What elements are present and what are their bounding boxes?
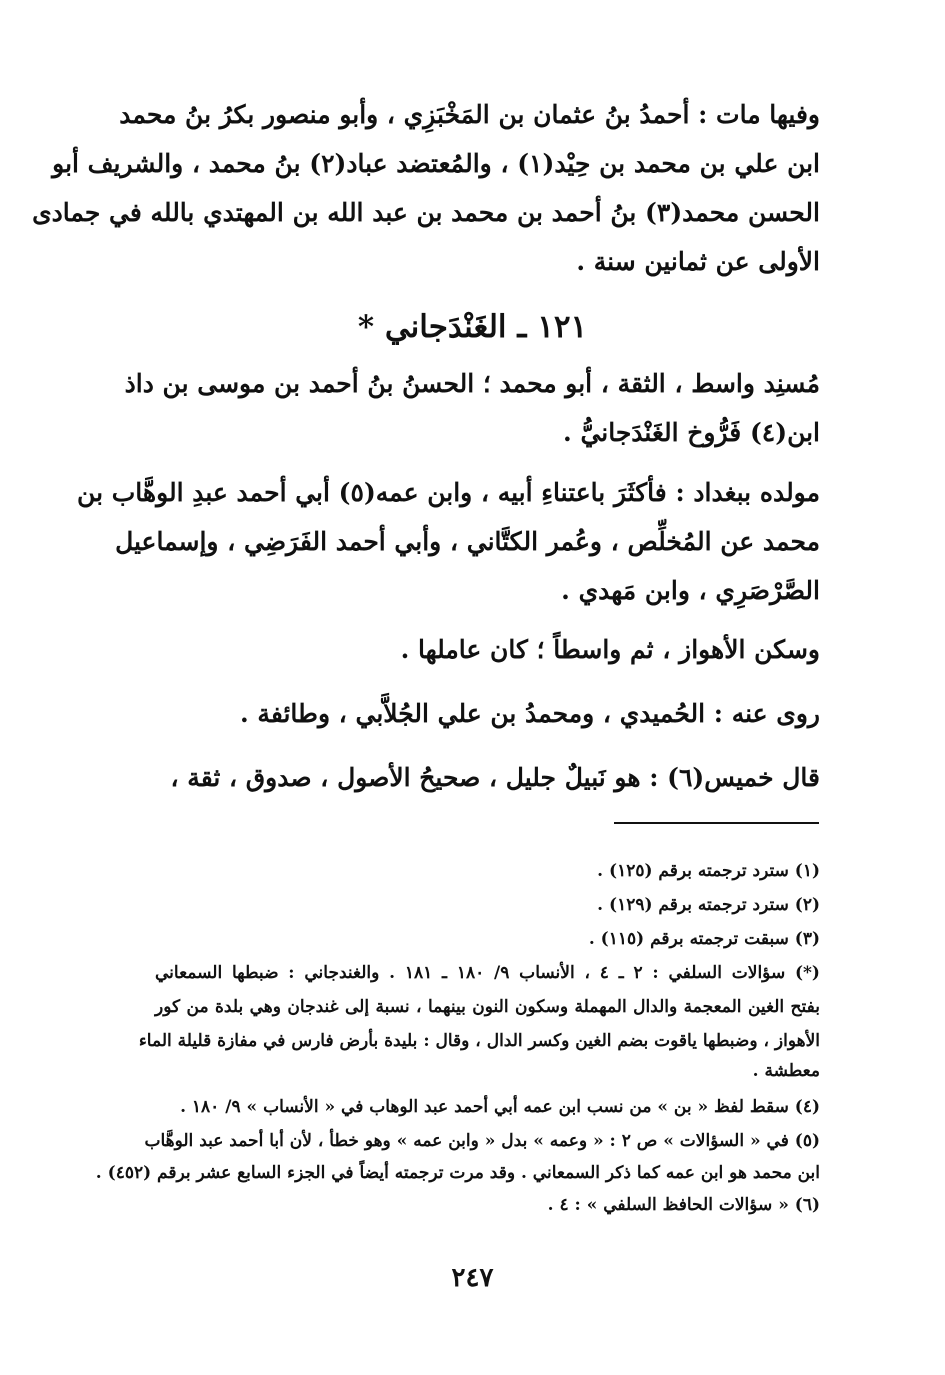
- footnote-separator: [614, 822, 819, 824]
- footnote-star-line1: (*) سؤالات السلفي : ٢ ـ ٤ ، الأنساب ٩/ ١٨٠ ـ ١٨١ . والغندجاني : ضبطها السمعاني: [155, 963, 820, 983]
- paragraph2-line1: مُسنِد واسط ، الثقة ، أبو محمد ؛ الحسنُ بنُ أحمد بن موسى بن داذ: [124, 369, 820, 398]
- footnote-6: (٦) « سؤالات الحافظ السلفي » : ٤ .: [547, 1195, 820, 1215]
- paragraph1-line4: الأولى عن ثمانين سنة .: [576, 247, 820, 276]
- footnote-2: (٢) سترد ترجمته برقم (١٢٩) .: [597, 895, 820, 915]
- paragraph4: وسكن الأهواز ، ثم واسطاً ؛ كان عاملها .: [400, 635, 820, 664]
- footnote-3: (٣) سبقت ترجمته برقم (١١٥) .: [588, 929, 820, 949]
- footnote-5-line1: (٥) في « السؤالات » ص ٢ : « وعمه » بدل « وابن عمه » وهو خطأ ، لأن أبا أحمد عبد الوهَّاب: [144, 1131, 820, 1151]
- paragraph3-line3: الصَّرْصَرِي ، وابن مَهدي .: [561, 576, 820, 605]
- paragraph2-line2: ابن(٤) فَرُّوخ الغَنْدَجانيُّ .: [563, 418, 820, 447]
- footnote-1: (١) سترد ترجمته برقم (١٢٥) .: [597, 861, 820, 881]
- paragraph3-line1: مولده ببغداد : فأكثَرَ باعتناءِ أبيه ، وابن عمه(٥) أبي أحمد عبدِ الوهَّاب بن: [77, 478, 820, 507]
- paragraph1-line1: وفيها مات : أحمدُ بنُ عثمان بن المَخْبَزِي ، وأبو منصور بكرُ بنُ محمد: [119, 100, 820, 129]
- footnote-star-line4: معطشة .: [752, 1061, 820, 1081]
- entry-heading: ١٢١ ـ الغَنْدَجاني *: [357, 309, 588, 345]
- paragraph6: قال خميس(٦) : هو نَبيلٌ جليل ، صحيحُ الأصول ، صدوق ، ثقة ،: [170, 763, 820, 792]
- paragraph1-line2: ابن علي بن محمد بن حِيْد(١) ، والمُعتضد عباد(٢) بنُ محمد ، والشريف أبو: [52, 149, 820, 178]
- paragraph5: روى عنه : الحُميدي ، ومحمدُ بن علي الجُلاَّبي ، وطائفة .: [240, 699, 820, 728]
- footnote-5-line2: ابن محمد هو ابن عمه كما ذكر السمعاني . وقد مرت ترجمته أيضاً في الجزء السابع عشر برقم (٤٥٢) .: [95, 1163, 820, 1183]
- footnote-4: (٤) سقط لفظ « بن » من نسب ابن عمه أبي أحمد عبد الوهاب في « الأنساب » ٩/ ١٨٠ .: [180, 1097, 820, 1117]
- paragraph3-line2: محمد عن المُخلِّص ، وعُمر الكتَّاني ، وأبي أحمد الفَرَضِي ، وإسماعيل: [115, 527, 820, 556]
- page-number: ٢٤٧: [451, 1263, 494, 1293]
- footnote-star-line2: بفتح الغين المعجمة والدال المهملة وسكون النون بينهما ، نسبة إلى غندجان وهي بلدة من كور: [155, 997, 820, 1017]
- paragraph1-line3: الحسن محمد(٣) بنُ أحمد بن محمد بن عبد الله بن المهتدي بالله في جمادى: [32, 198, 820, 227]
- footnote-star-line3: الأهواز ، وضبطها ياقوت بضم الغين وكسر الدال ، وقال : بليدة بأرض فارس في مفازة قليلة الماء: [138, 1031, 820, 1051]
